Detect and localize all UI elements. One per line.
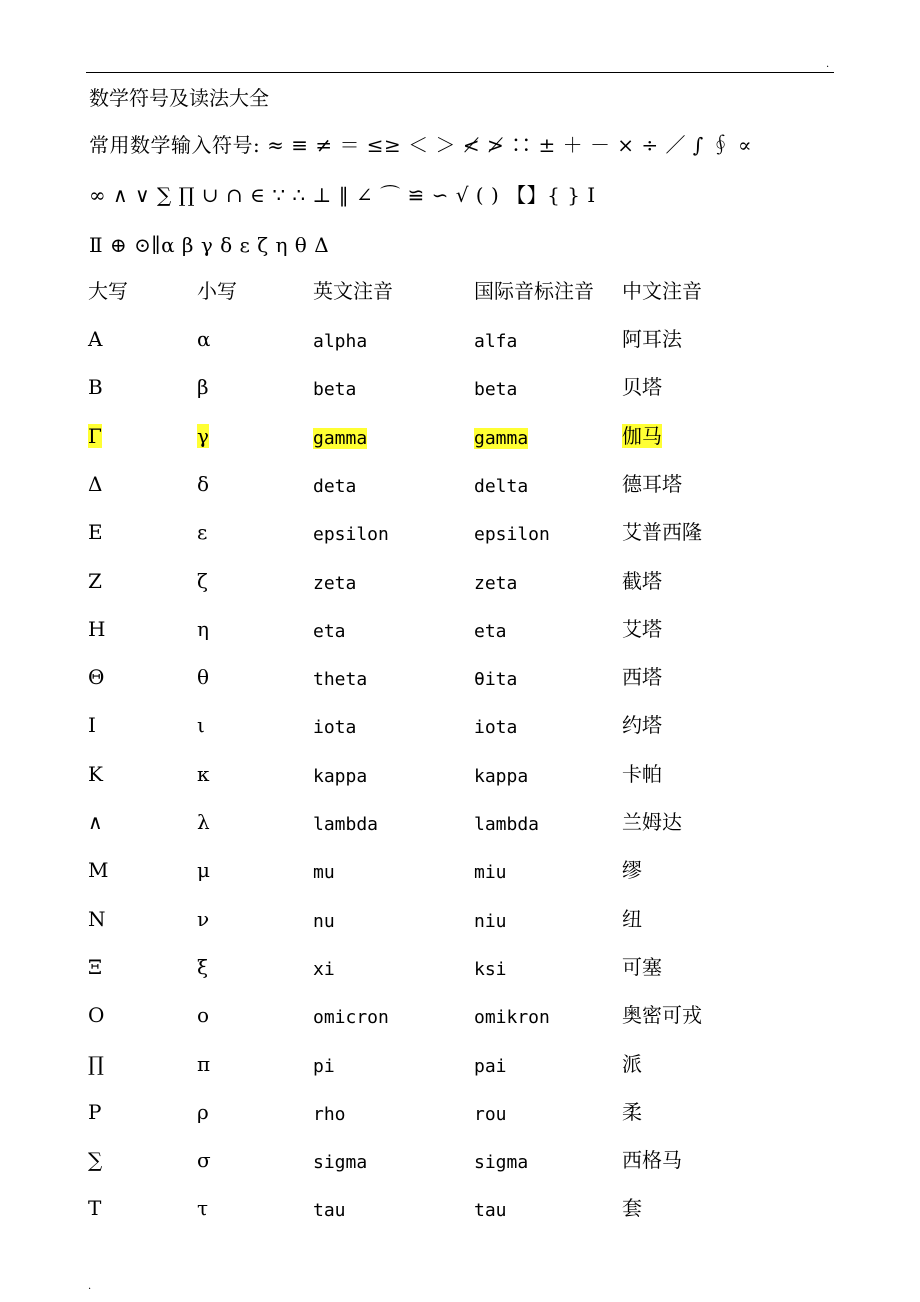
cell-uppercase: K [88,762,103,786]
cell-uppercase: O [88,1003,105,1027]
header-uppercase: 大写 [88,279,128,303]
cell-ipa-pronunciation: iota [474,717,518,738]
cell-lowercase: κ [197,762,210,786]
cell-english-pronunciation: lambda [313,814,379,835]
cell-lowercase: ν [197,907,210,931]
cell-english-pronunciation: epsilon [313,524,389,545]
cell-chinese-pronunciation [622,423,662,449]
cell-english-pronunciation: alpha [313,331,368,352]
cell-uppercase: ∏ [88,1052,104,1076]
cell-english-pronunciation: eta [313,621,346,642]
cell-ipa-pronunciation: alfa [474,331,518,352]
symbols-line-1: 常用数学输入符号: ≈ ≡ ≠ ＝ ≤≥ ＜ ＞ ≮ ≯ ∷ ± ＋ － × ÷ ／ ∫ ∮ ∝ [89,133,753,157]
cell-ipa-pronunciation: zeta [474,573,518,594]
cell-ipa-pronunciation: miu [474,862,507,883]
cell-english-pronunciation: kappa [313,766,368,787]
cell-lowercase: δ [197,472,210,496]
cell-english-pronunciation: nu [313,911,335,932]
cell-uppercase: ∑ [88,1148,103,1172]
cell-lowercase: σ [197,1148,211,1172]
cell-lowercase: η [197,617,209,641]
cell-english-pronunciation: omicron [313,1007,389,1028]
cell-lowercase: ρ [197,1100,209,1124]
cell-chinese-pronunciation: 艾普西隆 [622,520,702,544]
highlight-mark: 伽马 [622,424,662,448]
cell-chinese-pronunciation: 德耳塔 [622,472,682,496]
cell-chinese-pronunciation: 纽 [622,907,642,931]
cell-lowercase: π [197,1052,211,1076]
cell-lowercase: τ [197,1196,209,1220]
cell-english-pronunciation: xi [313,959,335,980]
cell-uppercase: M [88,858,109,882]
cell-english-pronunciation: sigma [313,1152,368,1173]
cell-ipa-pronunciation: beta [474,379,518,400]
cell-chinese-pronunciation: 奥密可戎 [622,1003,702,1027]
cell-chinese-pronunciation: 可塞 [622,955,662,979]
cell-ipa-pronunciation: omikron [474,1007,550,1028]
cell-english-pronunciation: theta [313,669,368,690]
header-rule [86,72,834,73]
cell-lowercase: λ [197,810,210,834]
cell-uppercase: E [88,520,103,544]
cell-uppercase: T [88,1196,102,1220]
cell-chinese-pronunciation: 西格马 [622,1148,682,1172]
cell-lowercase: ο [197,1003,210,1027]
cell-chinese-pronunciation: 派 [622,1052,642,1076]
cell-chinese-pronunciation: 截塔 [622,569,662,593]
cell-chinese-pronunciation: 阿耳法 [622,327,682,351]
cell-english-pronunciation: pi [313,1056,335,1077]
cell-english-pronunciation: beta [313,379,357,400]
cell-uppercase: B [88,375,103,399]
symbols-line-3: Ⅱ ⊕ ⊙∥α β γ δ ε ζ η θ Δ [89,233,330,257]
cell-uppercase: P [88,1100,102,1124]
symbols-line-2: ∞ ∧ ∨ ∑ ∏ ∪ ∩ ∈ ∵ ∴ ⊥ ‖ ∠ ⌒ ≌ ∽ √ ( ) 【】{ } Ⅰ [89,183,596,207]
cell-uppercase [88,423,102,449]
cell-uppercase: ∧ [88,810,103,834]
cell-english-pronunciation: mu [313,862,335,883]
cell-uppercase: A [88,327,103,351]
cell-chinese-pronunciation: 艾塔 [622,617,662,641]
cell-chinese-pronunciation: 兰姆达 [622,810,682,834]
cell-chinese-pronunciation: 贝塔 [622,375,662,399]
cell-ipa-pronunciation: rou [474,1104,507,1125]
document-title: 数学符号及读法大全 [89,86,269,110]
cell-lowercase: ζ [197,569,208,593]
cell-ipa-pronunciation: delta [474,476,529,497]
cell-lowercase: ξ [197,955,209,979]
cell-lowercase: μ [197,858,210,882]
highlight-mark: gamma [474,428,529,449]
cell-uppercase: I [88,713,96,737]
cell-ipa-pronunciation: lambda [474,814,540,835]
cell-ipa-pronunciation: sigma [474,1152,529,1173]
cell-english-pronunciation: zeta [313,573,357,594]
cell-ipa-pronunciation: θita [474,669,518,690]
highlight-mark: γ [197,424,209,448]
cell-uppercase: Z [88,569,102,593]
cell-chinese-pronunciation: 柔 [622,1100,642,1124]
highlight-mark: gamma [313,428,368,449]
cell-english-pronunciation: tau [313,1200,346,1221]
cell-chinese-pronunciation: 卡帕 [622,762,662,786]
cell-ipa-pronunciation: niu [474,911,507,932]
cell-uppercase: Θ [88,665,105,689]
cell-lowercase: ε [197,520,208,544]
cell-english-pronunciation: rho [313,1104,346,1125]
cell-ipa-pronunciation: pai [474,1056,507,1077]
cell-uppercase: N [88,907,106,931]
header-chinese-pronunciation: 中文注音 [622,279,702,303]
cell-chinese-pronunciation: 约塔 [622,713,662,737]
cell-chinese-pronunciation: 西塔 [622,665,662,689]
cell-ipa-pronunciation: kappa [474,766,529,787]
cell-uppercase: Δ [88,472,103,496]
cell-chinese-pronunciation: 套 [622,1196,642,1220]
cell-english-pronunciation: deta [313,476,357,497]
corner-mark-top: . [826,59,830,70]
cell-chinese-pronunciation: 缪 [622,858,642,882]
cell-ipa-pronunciation: epsilon [474,524,550,545]
cell-ipa-pronunciation: ksi [474,959,507,980]
cell-uppercase: H [88,617,106,641]
highlight-mark: Γ [88,424,102,448]
cell-lowercase [197,423,209,449]
cell-lowercase: θ [197,665,210,689]
cell-ipa-pronunciation: tau [474,1200,507,1221]
cell-lowercase: β [197,375,209,399]
cell-ipa-pronunciation [474,426,528,452]
cell-ipa-pronunciation: eta [474,621,507,642]
cell-uppercase: Ξ [88,955,103,979]
cell-english-pronunciation: iota [313,717,357,738]
header-ipa-pronunciation: 国际音标注音 [474,279,594,303]
corner-mark-bottom: . [88,1281,92,1292]
cell-lowercase: ι [197,713,205,737]
header-lowercase: 小写 [197,279,237,303]
cell-english-pronunciation [313,426,367,452]
cell-lowercase: α [197,327,211,351]
header-english-pronunciation: 英文注音 [313,279,393,303]
